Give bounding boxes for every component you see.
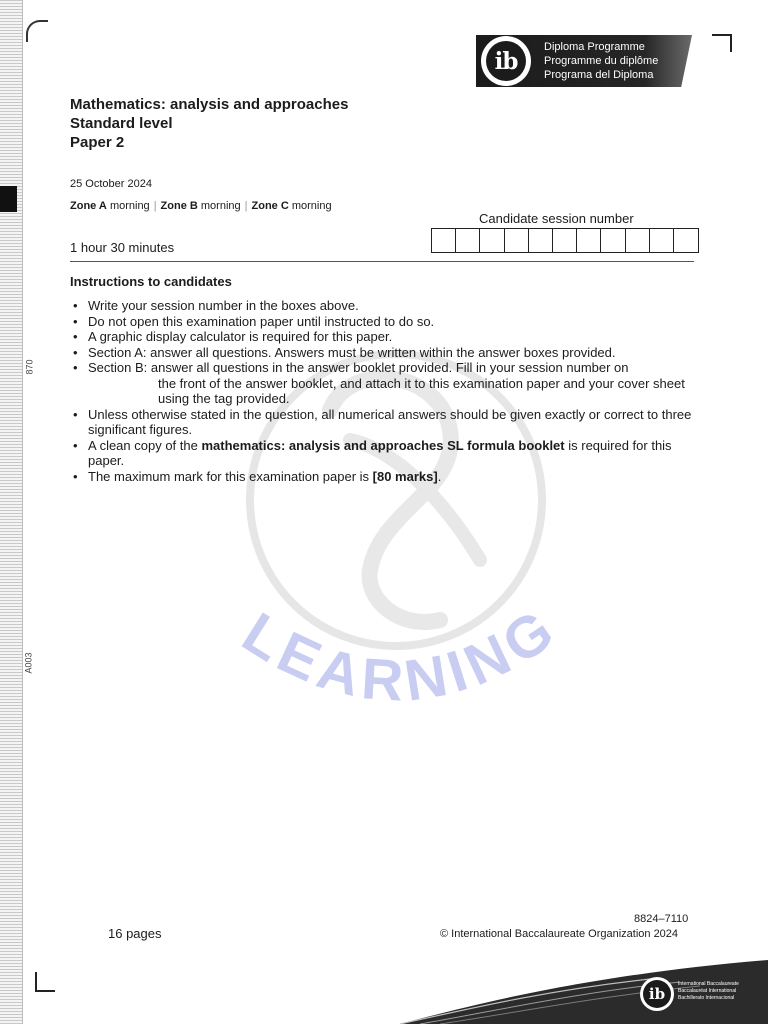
exam-title [70, 95, 348, 152]
session-number-box[interactable] [577, 229, 601, 252]
divider [70, 261, 694, 262]
copyright: © International Baccalaureate Organization 2024 [440, 928, 679, 940]
side-code-870: 870 [24, 359, 35, 375]
session-number-box[interactable] [674, 229, 698, 252]
exam-date: 25 October 2024 [70, 178, 152, 190]
session-number-box[interactable] [432, 229, 456, 252]
subject: Mathematics: analysis and approaches [70, 96, 349, 113]
ibo-name: International Baccalaureate Baccalauréat International Bachillerato Internacional [678, 981, 739, 1001]
svg-text:LEARNING [231, 594, 569, 714]
page-count: 16 pages [108, 926, 162, 941]
instruction-item: • A clean copy of the mathematics: analysis and approaches SL formula booklet is required for this paper. [70, 438, 695, 469]
candidate-session-label: Candidate session number [479, 211, 634, 226]
ibo-logo-icon: ib [640, 977, 674, 1011]
corner-mark-top-right [712, 34, 732, 52]
corner-mark-bottom-left [35, 972, 55, 992]
zone-separator: | [153, 200, 157, 212]
instructions-heading: Instructions to candidates [70, 274, 232, 289]
session-number-box[interactable] [601, 229, 625, 252]
zone-separator: | [244, 200, 248, 212]
zone-b-session: morning [200, 200, 241, 212]
candidate-session-boxes[interactable] [431, 228, 699, 253]
instruction-item: • Section B: answer all questions in the answer booklet provided. Fill in your session number on the front of the answer booklet, and attach it to this examination paper and your cover sheet using the tag provided. [70, 360, 695, 407]
zone-c-session: morning [291, 200, 332, 212]
exam-duration: 1 hour 30 minutes [70, 240, 175, 255]
session-number-box[interactable] [650, 229, 674, 252]
side-code-a003: A003 [23, 652, 34, 674]
max-marks: [80 marks] [372, 468, 438, 484]
level: Standard level [70, 115, 173, 132]
paper: Paper 2 [70, 134, 125, 151]
zone-c-label: Zone C [251, 200, 289, 212]
formula-booklet-name: mathematics: analysis and approaches SL formula booklet [201, 437, 565, 453]
scan-margin [0, 0, 23, 1024]
instruction-item: • Do not open this examination paper until instructed to do so. [70, 314, 695, 330]
programme-name-es: Programa del Diploma [544, 69, 654, 81]
programme-names [544, 40, 658, 82]
instruction-item: • Section A: answer all questions. Answers must be written within the answer boxes provided. [70, 345, 695, 361]
zones [70, 200, 332, 212]
session-number-box[interactable] [480, 229, 504, 252]
instruction-item: • Write your session number in the boxes above. [70, 298, 695, 314]
instruction-item: • The maximum mark for this examination paper is [80 marks]. [70, 469, 695, 485]
programme-name-fr: Programme du diplôme [544, 55, 659, 67]
zone-b-label: Zone B [160, 200, 198, 212]
session-number-box[interactable] [529, 229, 553, 252]
ib-logo-icon: ib [481, 36, 531, 86]
corner-mark-top-left [26, 20, 48, 42]
registration-mark [0, 186, 17, 212]
watermark-text: LEARNING [231, 594, 570, 715]
programme-name-en: Diploma Programme [544, 41, 645, 53]
instruction-item: • Unless otherwise stated in the question, all numerical answers should be given exactly or correct to three significant figures. [70, 407, 695, 438]
paper-code: 8824–7110 [634, 913, 689, 925]
session-number-box[interactable] [456, 229, 480, 252]
instruction-item: • A graphic display calculator is required for this paper. [70, 329, 695, 345]
zone-a-session: morning [109, 200, 150, 212]
session-number-box[interactable] [505, 229, 529, 252]
session-number-box[interactable] [626, 229, 650, 252]
zone-a-label: Zone A [70, 200, 107, 212]
session-number-box[interactable] [553, 229, 577, 252]
instructions-list [70, 298, 695, 484]
